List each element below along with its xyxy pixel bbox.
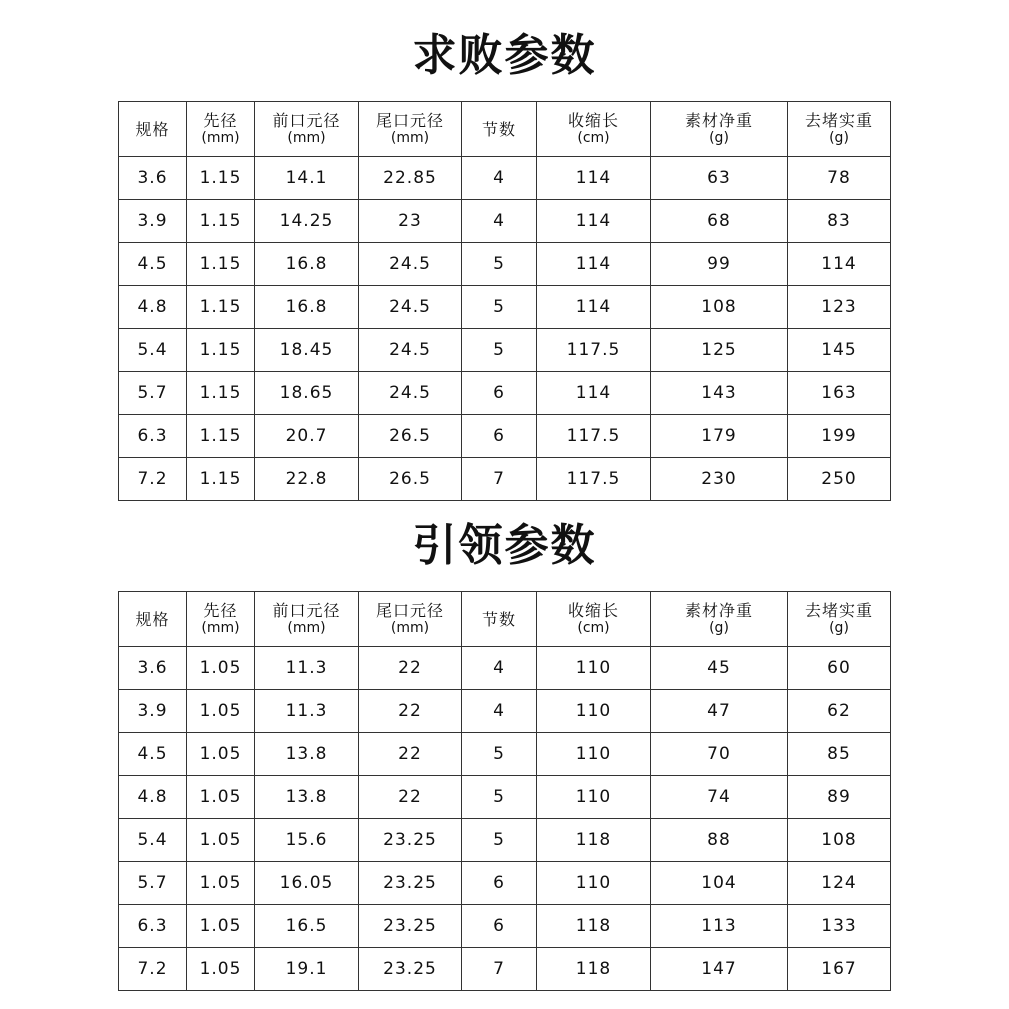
table-cell: 23.25 bbox=[359, 948, 462, 991]
table-body bbox=[119, 647, 891, 991]
column-header-label: 收缩长 bbox=[567, 601, 619, 620]
table-cell: 18.65 bbox=[255, 372, 359, 415]
table-cell: 110 bbox=[537, 647, 651, 690]
column-header-unit: (cm) bbox=[577, 620, 610, 636]
table-row bbox=[119, 776, 891, 819]
table-cell: 110 bbox=[537, 690, 651, 733]
table-cell: 14.25 bbox=[255, 200, 359, 243]
table-cell: 99 bbox=[651, 243, 788, 286]
table-row bbox=[119, 157, 891, 200]
table-cell: 6 bbox=[462, 862, 537, 905]
table-row bbox=[119, 948, 891, 991]
table-cell: 6 bbox=[462, 905, 537, 948]
table-header-row bbox=[119, 102, 891, 157]
table-cell: 60 bbox=[788, 647, 891, 690]
table-cell: 1.15 bbox=[187, 458, 255, 501]
column-header-label: 规格 bbox=[135, 609, 170, 629]
table-cell: 20.7 bbox=[255, 415, 359, 458]
column-header bbox=[119, 592, 187, 647]
column-header-label: 素材净重 bbox=[684, 111, 753, 130]
table-header-row bbox=[119, 592, 891, 647]
table-cell: 117.5 bbox=[537, 415, 651, 458]
table-cell: 1.15 bbox=[187, 415, 255, 458]
table-cell: 104 bbox=[651, 862, 788, 905]
table-cell: 5 bbox=[462, 243, 537, 286]
column-header bbox=[537, 102, 651, 157]
table-cell: 118 bbox=[537, 905, 651, 948]
table-row bbox=[119, 286, 891, 329]
column-header-label: 先径 bbox=[203, 601, 238, 620]
table-cell: 117.5 bbox=[537, 329, 651, 372]
table-cell: 1.15 bbox=[187, 372, 255, 415]
table-cell: 114 bbox=[788, 243, 891, 286]
column-header-label: 去堵实重 bbox=[804, 601, 873, 620]
column-header bbox=[788, 102, 891, 157]
table-cell: 114 bbox=[537, 200, 651, 243]
table-cell: 62 bbox=[788, 690, 891, 733]
table-cell: 1.05 bbox=[187, 905, 255, 948]
column-header bbox=[255, 592, 359, 647]
table-cell: 3.9 bbox=[119, 200, 187, 243]
table-cell: 114 bbox=[537, 372, 651, 415]
table-cell: 5 bbox=[462, 329, 537, 372]
table-cell: 5.7 bbox=[119, 372, 187, 415]
table-cell: 123 bbox=[788, 286, 891, 329]
table-cell: 114 bbox=[537, 243, 651, 286]
column-header-label: 前口元径 bbox=[272, 601, 341, 620]
column-header bbox=[187, 102, 255, 157]
column-header bbox=[359, 102, 462, 157]
table-cell: 108 bbox=[651, 286, 788, 329]
table-cell: 110 bbox=[537, 733, 651, 776]
table-cell: 250 bbox=[788, 458, 891, 501]
table-cell: 63 bbox=[651, 157, 788, 200]
table-cell: 23.25 bbox=[359, 905, 462, 948]
table-cell: 26.5 bbox=[359, 415, 462, 458]
table-cell: 7 bbox=[462, 458, 537, 501]
table-cell: 16.8 bbox=[255, 243, 359, 286]
column-header-label: 节数 bbox=[481, 609, 516, 629]
table-cell: 22 bbox=[359, 733, 462, 776]
column-header-unit: (g) bbox=[829, 620, 849, 636]
column-header bbox=[537, 592, 651, 647]
table-row bbox=[119, 415, 891, 458]
table-cell: 1.05 bbox=[187, 647, 255, 690]
table-row bbox=[119, 200, 891, 243]
column-header-label: 尾口元径 bbox=[375, 601, 444, 620]
table-cell: 5.4 bbox=[119, 329, 187, 372]
table-row bbox=[119, 862, 891, 905]
table-cell: 1.15 bbox=[187, 286, 255, 329]
column-header bbox=[255, 102, 359, 157]
table-cell: 167 bbox=[788, 948, 891, 991]
table-cell: 23.25 bbox=[359, 862, 462, 905]
column-header bbox=[187, 592, 255, 647]
table-cell: 1.15 bbox=[187, 157, 255, 200]
table-cell: 88 bbox=[651, 819, 788, 862]
table-row bbox=[119, 905, 891, 948]
table-cell: 6 bbox=[462, 372, 537, 415]
table-cell: 13.8 bbox=[255, 733, 359, 776]
table-cell: 1.15 bbox=[187, 200, 255, 243]
column-header bbox=[462, 102, 537, 157]
table-cell: 133 bbox=[788, 905, 891, 948]
table-cell: 1.05 bbox=[187, 862, 255, 905]
column-header-label: 素材净重 bbox=[684, 601, 753, 620]
table-cell: 1.15 bbox=[187, 243, 255, 286]
table-cell: 23 bbox=[359, 200, 462, 243]
table-cell: 45 bbox=[651, 647, 788, 690]
table-cell: 16.05 bbox=[255, 862, 359, 905]
table-cell: 68 bbox=[651, 200, 788, 243]
table-cell: 1.05 bbox=[187, 690, 255, 733]
table-row bbox=[119, 372, 891, 415]
table-row bbox=[119, 329, 891, 372]
table-cell: 4.8 bbox=[119, 776, 187, 819]
table-cell: 16.8 bbox=[255, 286, 359, 329]
table-cell: 22 bbox=[359, 690, 462, 733]
table-cell: 3.9 bbox=[119, 690, 187, 733]
table-cell: 114 bbox=[537, 286, 651, 329]
table-cell: 110 bbox=[537, 776, 651, 819]
table-cell: 114 bbox=[537, 157, 651, 200]
table-cell: 1.05 bbox=[187, 733, 255, 776]
table-cell: 5.7 bbox=[119, 862, 187, 905]
table-cell: 13.8 bbox=[255, 776, 359, 819]
table-cell: 78 bbox=[788, 157, 891, 200]
table-cell: 1.15 bbox=[187, 329, 255, 372]
table-cell: 118 bbox=[537, 819, 651, 862]
table-cell: 83 bbox=[788, 200, 891, 243]
table-cell: 11.3 bbox=[255, 647, 359, 690]
table-cell: 22 bbox=[359, 647, 462, 690]
table-cell: 230 bbox=[651, 458, 788, 501]
table-cell: 163 bbox=[788, 372, 891, 415]
table-cell: 4 bbox=[462, 200, 537, 243]
table-cell: 4.5 bbox=[119, 733, 187, 776]
table-cell: 24.5 bbox=[359, 286, 462, 329]
table-cell: 199 bbox=[788, 415, 891, 458]
column-header-unit: (mm) bbox=[390, 130, 430, 146]
table-cell: 18.45 bbox=[255, 329, 359, 372]
table-cell: 3.6 bbox=[119, 647, 187, 690]
table-cell: 6.3 bbox=[119, 415, 187, 458]
table-cell: 108 bbox=[788, 819, 891, 862]
table-cell: 6 bbox=[462, 415, 537, 458]
column-header-label: 规格 bbox=[135, 119, 170, 139]
column-header-unit: (mm) bbox=[390, 620, 430, 636]
column-header-label: 先径 bbox=[203, 111, 238, 130]
table-cell: 4 bbox=[462, 157, 537, 200]
column-header-unit: (mm) bbox=[287, 130, 326, 146]
table-cell: 147 bbox=[651, 948, 788, 991]
column-header bbox=[119, 102, 187, 157]
table-cell: 4 bbox=[462, 690, 537, 733]
table-cell: 14.1 bbox=[255, 157, 359, 200]
column-header-unit: (mm) bbox=[201, 620, 240, 636]
column-header-unit: (mm) bbox=[201, 130, 240, 146]
column-header-label: 前口元径 bbox=[272, 111, 341, 130]
table-cell: 24.5 bbox=[359, 243, 462, 286]
column-header bbox=[462, 592, 537, 647]
table-cell: 118 bbox=[537, 948, 651, 991]
table-cell: 23.25 bbox=[359, 819, 462, 862]
column-header-label: 收缩长 bbox=[567, 111, 619, 130]
table-cell: 4 bbox=[462, 647, 537, 690]
table-cell: 22.8 bbox=[255, 458, 359, 501]
table-cell: 7 bbox=[462, 948, 537, 991]
column-header-unit: (g) bbox=[709, 130, 729, 146]
table-cell: 89 bbox=[788, 776, 891, 819]
column-header-unit: (mm) bbox=[287, 620, 326, 636]
table-cell: 5 bbox=[462, 286, 537, 329]
table-row bbox=[119, 458, 891, 501]
section-title-yinling: 引领参数 bbox=[412, 520, 597, 571]
table-cell: 6.3 bbox=[119, 905, 187, 948]
section-title-qiubai: 求败参数 bbox=[412, 30, 597, 81]
table-cell: 5 bbox=[462, 819, 537, 862]
table-cell: 85 bbox=[788, 733, 891, 776]
table-body bbox=[119, 157, 891, 501]
column-header-unit: (cm) bbox=[577, 130, 610, 146]
table-row bbox=[119, 733, 891, 776]
table-cell: 26.5 bbox=[359, 458, 462, 501]
table-cell: 70 bbox=[651, 733, 788, 776]
table-cell: 11.3 bbox=[255, 690, 359, 733]
table-cell: 22.85 bbox=[359, 157, 462, 200]
table-cell: 179 bbox=[651, 415, 788, 458]
table-cell: 19.1 bbox=[255, 948, 359, 991]
table-cell: 5.4 bbox=[119, 819, 187, 862]
table-cell: 7.2 bbox=[119, 948, 187, 991]
table-cell: 22 bbox=[359, 776, 462, 819]
table-cell: 7.2 bbox=[119, 458, 187, 501]
table-cell: 24.5 bbox=[359, 329, 462, 372]
table-cell: 110 bbox=[537, 862, 651, 905]
table-cell: 1.05 bbox=[187, 776, 255, 819]
column-header bbox=[359, 592, 462, 647]
column-header bbox=[651, 592, 788, 647]
table-row bbox=[119, 647, 891, 690]
table-cell: 125 bbox=[651, 329, 788, 372]
column-header bbox=[788, 592, 891, 647]
table-row bbox=[119, 243, 891, 286]
column-header-label: 尾口元径 bbox=[375, 111, 444, 130]
column-header-unit: (g) bbox=[709, 620, 729, 636]
spec-table-yinling bbox=[118, 591, 891, 991]
column-header-unit: (g) bbox=[829, 130, 849, 146]
table-cell: 4.8 bbox=[119, 286, 187, 329]
table-cell: 24.5 bbox=[359, 372, 462, 415]
table-cell: 5 bbox=[462, 733, 537, 776]
column-header-label: 去堵实重 bbox=[804, 111, 873, 130]
spec-table-qiubai bbox=[118, 101, 891, 501]
table-cell: 16.5 bbox=[255, 905, 359, 948]
table-cell: 113 bbox=[651, 905, 788, 948]
table-cell: 5 bbox=[462, 776, 537, 819]
table-row bbox=[119, 690, 891, 733]
table-cell: 124 bbox=[788, 862, 891, 905]
column-header bbox=[651, 102, 788, 157]
table-cell: 145 bbox=[788, 329, 891, 372]
table-cell: 47 bbox=[651, 690, 788, 733]
table-cell: 117.5 bbox=[537, 458, 651, 501]
table-cell: 15.6 bbox=[255, 819, 359, 862]
table-cell: 3.6 bbox=[119, 157, 187, 200]
column-header-label: 节数 bbox=[481, 119, 516, 139]
table-cell: 143 bbox=[651, 372, 788, 415]
table-cell: 4.5 bbox=[119, 243, 187, 286]
table-row bbox=[119, 819, 891, 862]
table-cell: 1.05 bbox=[187, 819, 255, 862]
table-cell: 74 bbox=[651, 776, 788, 819]
table-cell: 1.05 bbox=[187, 948, 255, 991]
